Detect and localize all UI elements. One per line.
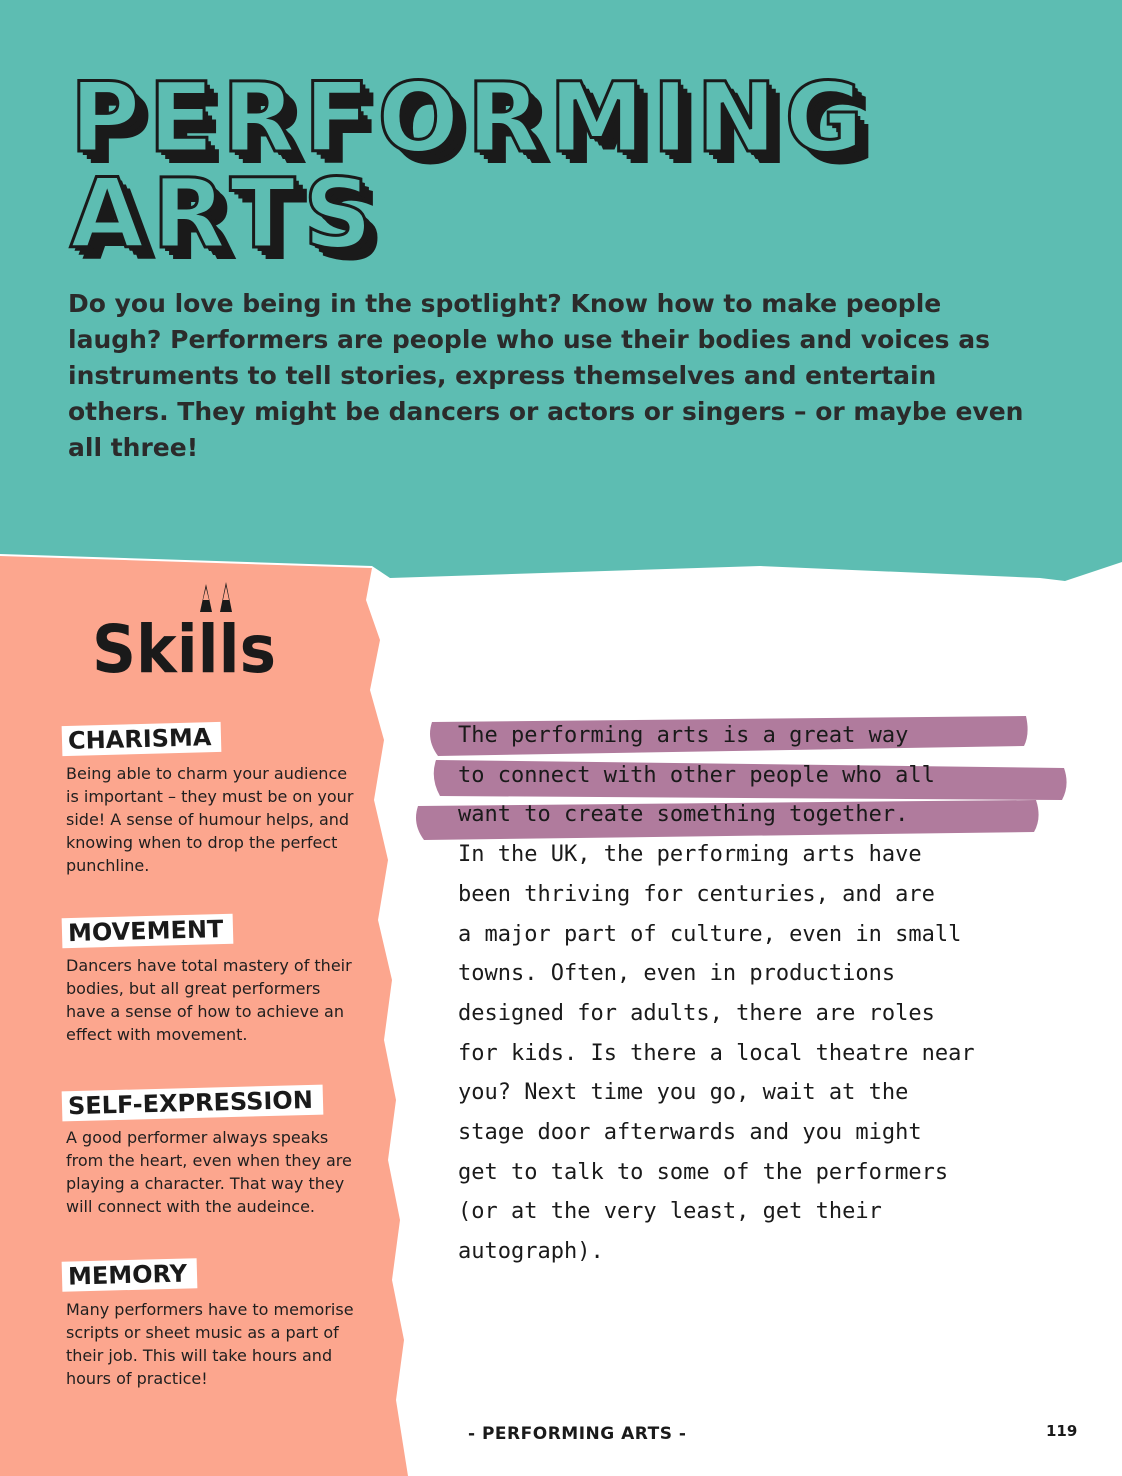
skill-charisma: [62, 724, 362, 877]
skill-description: Dancers have total mastery of their bodies, but all great performers have a sense of how to achieve an effect with movement.: [66, 956, 352, 1044]
skill-description: Being able to charm your audience is important – they must be on your side! A sense of humour helps, and knowing when to drop the perfect punchline.: [66, 764, 354, 875]
title-line-1: PERFORMING: [70, 62, 872, 174]
main-text-line: (or at the very least, get their: [458, 1199, 882, 1225]
main-text-line: stage door afterwards and you might: [458, 1120, 922, 1146]
skill-title: CHARISMA: [62, 722, 222, 756]
skill-description: A good performer always speaks from the heart, even when they are playing a character. That way they will connect with the audeince.: [66, 1128, 352, 1216]
main-text-line: a major part of culture, even in small: [458, 921, 962, 947]
title-line-2: ARTS: [70, 158, 381, 270]
main-text-line: designed for adults, there are roles: [458, 1000, 935, 1026]
main-text-line: for kids. Is there a local theatre near: [458, 1040, 975, 1066]
skill-description: Many performers have to memorise scripts or sheet music as a part of their job. This will take hours and hours of practice!: [66, 1300, 354, 1388]
main-handwritten-text: [458, 716, 1038, 1272]
skill-title: MOVEMENT: [62, 914, 234, 948]
skills-heading-text: Skills: [92, 611, 276, 682]
skill-memory: [62, 1260, 362, 1390]
main-text-line: The performing arts is a great way: [458, 723, 909, 748]
skill-movement: [62, 916, 362, 1046]
main-text-line: autograph).: [458, 1239, 604, 1265]
pencil-icon: [200, 582, 232, 612]
skill-title: MEMORY: [62, 1258, 198, 1292]
page-number: 119: [1046, 1422, 1078, 1440]
skill-title: SELF-EXPRESSION: [62, 1085, 324, 1122]
main-text-line: you? Next time you go, wait at the: [458, 1080, 909, 1106]
main-text-line: been thriving for centuries, and are: [458, 881, 935, 907]
skill-self-expression: [62, 1085, 362, 1218]
page-title: [70, 62, 872, 270]
skills-heading: [92, 582, 282, 682]
main-text-line: to connect with other people who all: [458, 762, 935, 788]
main-text-line: want to create something together.: [458, 802, 909, 828]
main-text-line: get to talk to some of the performers: [458, 1159, 949, 1185]
main-text-line: In the UK, the performing arts have: [458, 842, 922, 868]
main-text-line: towns. Often, even in productions: [458, 961, 896, 987]
intro-paragraph: Do you love being in the spotlight? Know how to make people laugh? Performers are people who use their bodies and voices as instruments to tell stories, express themselves and entertain others. They might be dancers or actors or singers – or maybe even all three!: [68, 289, 1024, 462]
footer-section-label: - PERFORMING ARTS -: [468, 1424, 687, 1444]
